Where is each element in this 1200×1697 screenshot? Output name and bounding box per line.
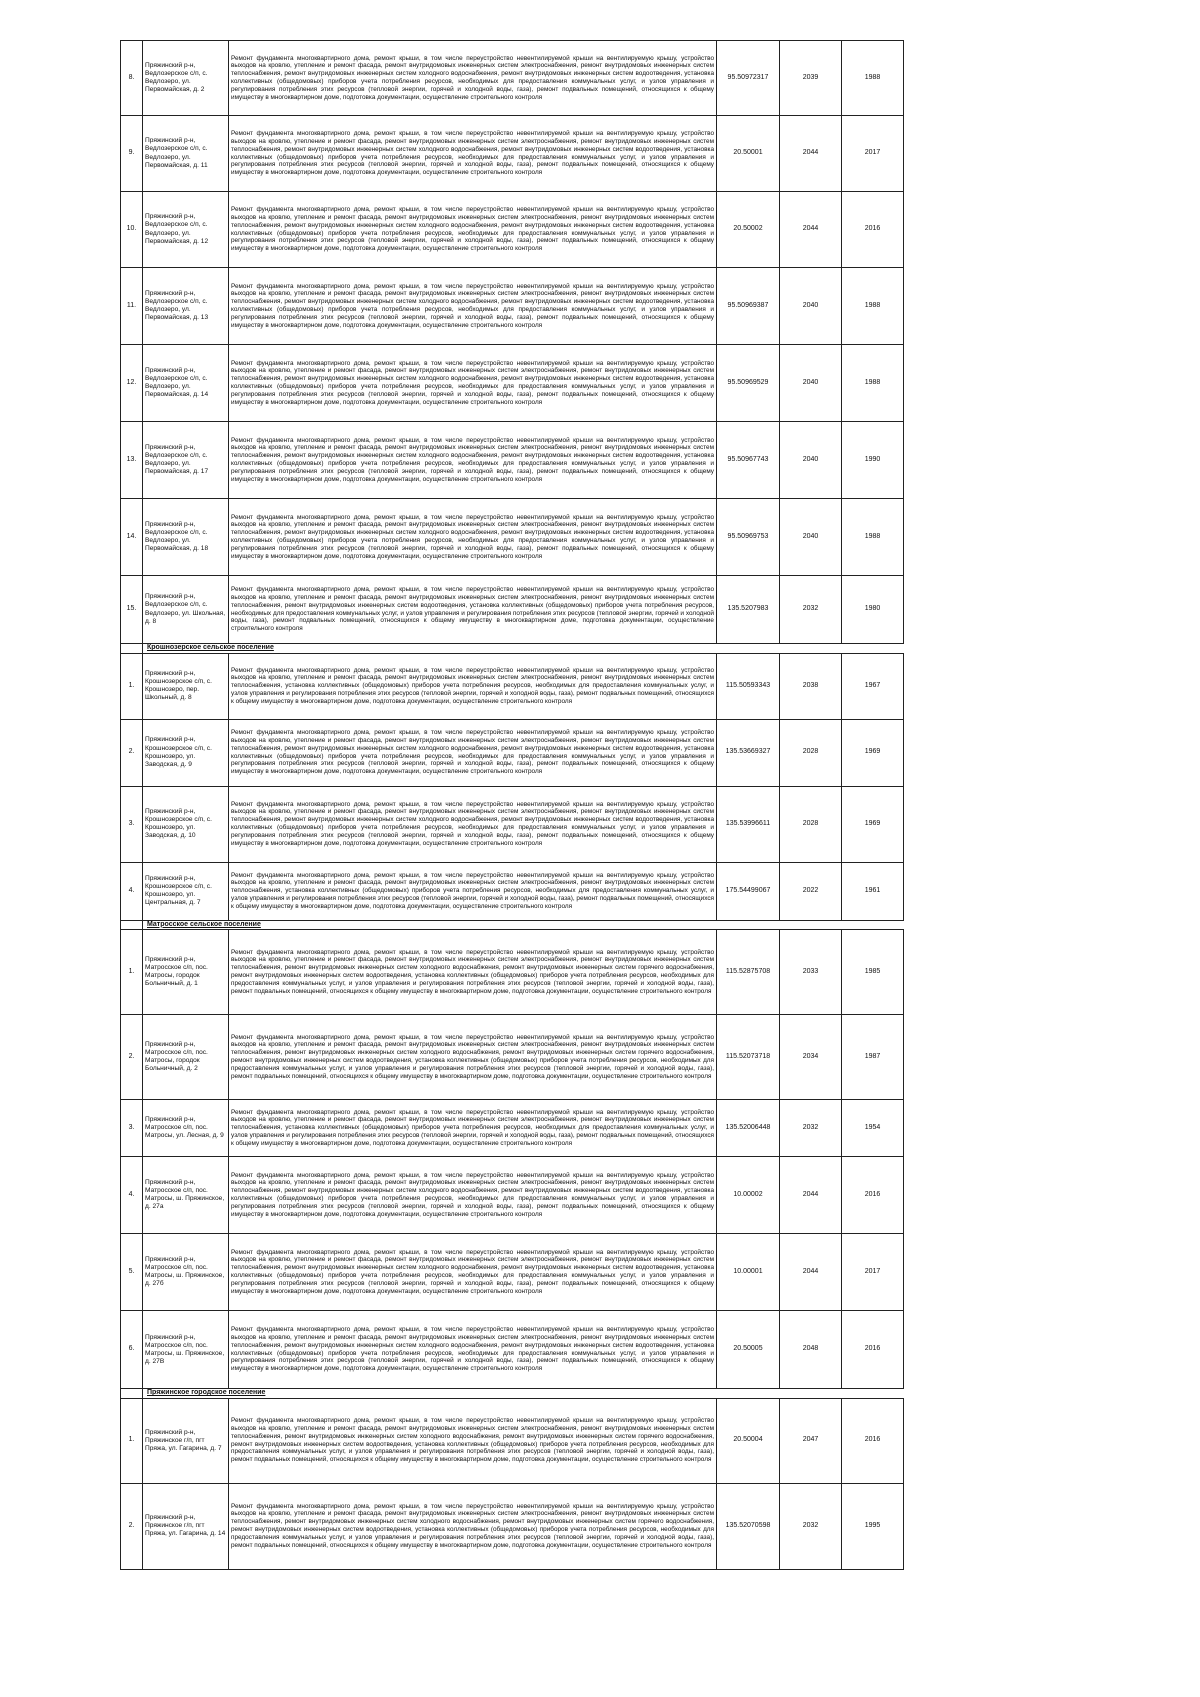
built-year-cell: 1988 [842,499,904,576]
built-year-cell: 1985 [842,930,904,1015]
planned-year-cell: 2038 [780,653,842,719]
table-row [121,576,904,644]
built-year-cell: 2016 [842,192,904,268]
planned-year-cell: 2047 [780,1398,842,1483]
capital-repair-table [120,40,904,1570]
planned-year-cell: 2040 [780,499,842,576]
work-description-cell: Ремонт фундамента многоквартирного дома, ремонт крыши, в том числе переустройство невентилируемой крыши на вентилируемую крышу, устройство выходов на кровлю, утепление и ремонт фасада, ремонт внутридомовых инженерных систем электроснабжения, ремонт внутридомовых инженерных систем теплоснабжения, ремонт внутридомовых инженерных систем холодного водоснабжения, ремонт внутридомовых инженерных систем горячего водоснабжения, ремонт внутридомовых инженерных систем водоотведения, установка коллективных (общедомовых) приборов учета потребления ресурсов, необходимых для предоставления коммунальных услуг, и узлов управления и регулирования потребления этих ресурсов (тепловой энергии, горячей и холодной воды, газа), ремонт подвальных помещений, относящихся к общему имуществу в многоквартирном доме, подготовка документации, осуществление строительного контроля [229,1398,717,1483]
address-cell: Пряжинский р-н, Ведлозерское с/п, с. Ведлозеро, ул. Первомайская, д. 17 [143,422,229,499]
cost-value-cell: 20.50004 [717,1398,780,1483]
cost-value-cell: 135.53669327 [717,719,780,786]
table-row [121,1234,904,1311]
cost-value-cell: 115.52073718 [717,1015,780,1100]
cost-value-cell: 10.00001 [717,1234,780,1311]
address-cell: Пряжинский р-н, Ведлозерское с/п, с. Ведлозеро, ул. Первомайская, д. 14 [143,345,229,422]
planned-year-cell: 2034 [780,1015,842,1100]
address-cell: Пряжинский р-н, Ведлозерское с/п, с. Ведлозеро, ул. Первомайская, д. 18 [143,499,229,576]
planned-year-cell: 2044 [780,192,842,268]
section-header-row [121,644,904,654]
address-cell: Пряжинский р-н, Матросское с/п, пос. Матросы, ул. Лесная, д. 9 [143,1100,229,1157]
built-year-cell: 1988 [842,41,904,116]
address-cell: Пряжинский р-н, Матросское с/п, пос. Матросы, ш. Пряжинское, д. 27б [143,1234,229,1311]
section-spacer [121,920,143,930]
built-year-cell: 2017 [842,116,904,192]
table-row [121,268,904,345]
planned-year-cell: 2033 [780,930,842,1015]
built-year-cell: 1969 [842,786,904,862]
address-cell: Пряжинский р-н, Пряжинское г/п, пгт Пряжа, ул. Гагарина, д. 14 [143,1483,229,1569]
row-number-cell: 2. [121,1483,143,1569]
row-number-cell: 4. [121,862,143,920]
row-number-cell: 8. [121,41,143,116]
cost-value-cell: 95.50969387 [717,268,780,345]
planned-year-cell: 2040 [780,422,842,499]
planned-year-cell: 2040 [780,268,842,345]
work-description-cell: Ремонт фундамента многоквартирного дома, ремонт крыши, в том числе переустройство невентилируемой крыши на вентилируемую крышу, устройство выходов на кровлю, утепление и ремонт фасада, ремонт внутридомовых инженерных систем электроснабжения, ремонт внутридомовых инженерных систем теплоснабжения, ремонт внутридомовых инженерных систем холодного водоснабжения, ремонт внутридомовых инженерных систем водоотведения, установка коллективных (общедомовых) приборов учета потребления ресурсов, необходимых для предоставления коммунальных услуг, и узлов управления и регулирования потребления этих ресурсов (тепловой энергии, горячей и холодной воды, газа), ремонт подвальных помещений, относящихся к общему имуществу в многоквартирном доме, подготовка документации, осуществление строительного контроля [229,786,717,862]
row-number-cell: 3. [121,786,143,862]
cost-value-cell: 20.50002 [717,192,780,268]
section-header-row [121,1389,904,1399]
address-cell: Пряжинский р-н, Крошнозерское с/п, с. Крошнозеро, ул. Заводская, д. 9 [143,719,229,786]
table-row [121,862,904,920]
built-year-cell: 1990 [842,422,904,499]
cost-value-cell: 135.53996611 [717,786,780,862]
address-cell: Пряжинский р-н, Ведлозерское с/п, с. Ведлозеро, ул. Первомайская, д. 2 [143,41,229,116]
cost-value-cell: 10.00002 [717,1157,780,1234]
table-row [121,116,904,192]
planned-year-cell: 2044 [780,116,842,192]
planned-year-cell: 2032 [780,1100,842,1157]
row-number-cell: 14. [121,499,143,576]
planned-year-cell: 2040 [780,345,842,422]
table-row [121,41,904,116]
cost-value-cell: 135.52070598 [717,1483,780,1569]
work-description-cell: Ремонт фундамента многоквартирного дома, ремонт крыши, в том числе переустройство невентилируемой крыши на вентилируемую крышу, устройство выходов на кровлю, утепление и ремонт фасада, ремонт внутридомовых инженерных систем электроснабжения, ремонт внутридомовых инженерных систем теплоснабжения, ремонт внутридомовых инженерных систем водоотведения, установка коллективных (общедомовых) приборов учета потребления ресурсов, необходимых для предоставления коммунальных услуг, и узлов управления и регулирования потребления этих ресурсов (тепловой энергии, горячей и холодной воды, газа), ремонт подвальных помещений, относящихся к общему имуществу в многоквартирном доме, подготовка документации, осуществление строительного контроля [229,576,717,644]
work-description-cell: Ремонт фундамента многоквартирного дома, ремонт крыши, в том числе переустройство невентилируемой крыши на вентилируемую крышу, устройство выходов на кровлю, утепление и ремонт фасада, ремонт внутридомовых инженерных систем электроснабжения, ремонт внутридомовых инженерных систем теплоснабжения, установка коллективных (общедомовых) приборов учета потребления ресурсов, необходимых для предоставления коммунальных услуг, и узлов управления и регулирования потребления этих ресурсов (тепловой энергии, горячей и холодной воды, газа), ремонт подвальных помещений, относящихся к общему имуществу в многоквартирном доме, подготовка документации, осуществление строительного контроля [229,653,717,719]
address-cell: Пряжинский р-н, Матросское с/п, пос. Матросы, ш. Пряжинское, д. 27а [143,1157,229,1234]
built-year-cell: 2017 [842,1234,904,1311]
table-row [121,1015,904,1100]
table-row [121,930,904,1015]
address-cell: Пряжинский р-н, Крошнозерское с/п, с. Крошнозеро, пер. Школьный, д. 8 [143,653,229,719]
built-year-cell: 1987 [842,1015,904,1100]
address-cell: Пряжинский р-н, Матросское с/п, пос. Матросы, городок Больничный, д. 1 [143,930,229,1015]
cost-value-cell: 115.50593343 [717,653,780,719]
cost-value-cell: 175.54499067 [717,862,780,920]
built-year-cell: 2016 [842,1157,904,1234]
row-number-cell: 1. [121,930,143,1015]
built-year-cell: 2016 [842,1311,904,1389]
built-year-cell: 1954 [842,1100,904,1157]
cost-value-cell: 135.52006448 [717,1100,780,1157]
cost-value-cell: 95.50972317 [717,41,780,116]
work-description-cell: Ремонт фундамента многоквартирного дома, ремонт крыши, в том числе переустройство невентилируемой крыши на вентилируемую крышу, устройство выходов на кровлю, утепление и ремонт фасада, ремонт внутридомовых инженерных систем электроснабжения, ремонт внутридомовых инженерных систем теплоснабжения, ремонт внутридомовых инженерных систем холодного водоснабжения, ремонт внутридомовых инженерных систем горячего водоснабжения, ремонт внутридомовых инженерных систем водоотведения, установка коллективных (общедомовых) приборов учета потребления ресурсов, необходимых для предоставления коммунальных услуг, и узлов управления и регулирования потребления этих ресурсов (тепловой энергии, горячей и холодной воды, газа), ремонт подвальных помещений, относящихся к общему имуществу в многоквартирном доме, подготовка документации, осуществление строительного контроля [229,1015,717,1100]
section-spacer [121,1389,143,1399]
work-description-cell: Ремонт фундамента многоквартирного дома, ремонт крыши, в том числе переустройство невентилируемой крыши на вентилируемую крышу, устройство выходов на кровлю, утепление и ремонт фасада, ремонт внутридомовых инженерных систем электроснабжения, ремонт внутридомовых инженерных систем теплоснабжения, установка коллективных (общедомовых) приборов учета потребления ресурсов, необходимых для предоставления коммунальных услуг, и узлов управления и регулирования потребления этих ресурсов (тепловой энергии, горячей и холодной воды, газа), ремонт подвальных помещений, относящихся к общему имуществу в многоквартирном доме, подготовка документации, осуществление строительного контроля [229,1100,717,1157]
address-cell: Пряжинский р-н, Крошнозерское с/п, с. Крошнозеро, ул. Центральная, д. 7 [143,862,229,920]
table-row [121,1398,904,1483]
work-description-cell: Ремонт фундамента многоквартирного дома, ремонт крыши, в том числе переустройство невентилируемой крыши на вентилируемую крышу, устройство выходов на кровлю, утепление и ремонт фасада, ремонт внутридомовых инженерных систем электроснабжения, ремонт внутридомовых инженерных систем теплоснабжения, ремонт внутридомовых инженерных систем холодного водоснабжения, ремонт внутридомовых инженерных систем водоотведения, установка коллективных (общедомовых) приборов учета потребления ресурсов, необходимых для предоставления коммунальных услуг, и узлов управления и регулирования потребления этих ресурсов (тепловой энергии, горячей и холодной воды, газа), ремонт подвальных помещений, относящихся к общему имуществу в многоквартирном доме, подготовка документации, осуществление строительного контроля [229,345,717,422]
planned-year-cell: 2028 [780,786,842,862]
row-number-cell: 2. [121,719,143,786]
work-description-cell: Ремонт фундамента многоквартирного дома, ремонт крыши, в том числе переустройство невентилируемой крыши на вентилируемую крышу, устройство выходов на кровлю, утепление и ремонт фасада, ремонт внутридомовых инженерных систем электроснабжения, ремонт внутридомовых инженерных систем теплоснабжения, ремонт внутридомовых инженерных систем холодного водоснабжения, ремонт внутридомовых инженерных систем водоотведения, установка коллективных (общедомовых) приборов учета потребления ресурсов, необходимых для предоставления коммунальных услуг, и узлов управления и регулирования потребления этих ресурсов (тепловой энергии, горячей и холодной воды, газа), ремонт подвальных помещений, относящихся к общему имуществу в многоквартирном доме, подготовка документации, осуществление строительного контроля [229,499,717,576]
section-header-row [121,920,904,930]
section-title: Пряжинское городское поселение [143,1389,904,1399]
table-row [121,422,904,499]
planned-year-cell: 2028 [780,719,842,786]
row-number-cell: 12. [121,345,143,422]
cost-value-cell: 115.52875708 [717,930,780,1015]
work-description-cell: Ремонт фундамента многоквартирного дома, ремонт крыши, в том числе переустройство невентилируемой крыши на вентилируемую крышу, устройство выходов на кровлю, утепление и ремонт фасада, ремонт внутридомовых инженерных систем электроснабжения, ремонт внутридомовых инженерных систем теплоснабжения, ремонт внутридомовых инженерных систем холодного водоснабжения, ремонт внутридомовых инженерных систем водоотведения, установка коллективных (общедомовых) приборов учета потребления ресурсов, необходимых для предоставления коммунальных услуг, и узлов управления и регулирования потребления этих ресурсов (тепловой энергии, горячей и холодной воды, газа), ремонт подвальных помещений, относящихся к общему имуществу в многоквартирном доме, подготовка документации, осуществление строительного контроля [229,1311,717,1389]
row-number-cell: 15. [121,576,143,644]
row-number-cell: 13. [121,422,143,499]
address-cell: Пряжинский р-н, Пряжинское г/п, пгт Пряжа, ул. Гагарина, д. 7 [143,1398,229,1483]
row-number-cell: 6. [121,1311,143,1389]
table-body [121,41,904,1570]
table-row [121,719,904,786]
work-description-cell: Ремонт фундамента многоквартирного дома, ремонт крыши, в том числе переустройство невентилируемой крыши на вентилируемую крышу, устройство выходов на кровлю, утепление и ремонт фасада, ремонт внутридомовых инженерных систем электроснабжения, ремонт внутридомовых инженерных систем теплоснабжения, ремонт внутридомовых инженерных систем холодного водоснабжения, ремонт внутридомовых инженерных систем водоотведения, установка коллективных (общедомовых) приборов учета потребления ресурсов, необходимых для предоставления коммунальных услуг, и узлов управления и регулирования потребления этих ресурсов (тепловой энергии, горячей и холодной воды, газа), ремонт подвальных помещений, относящихся к общему имуществу в многоквартирном доме, подготовка документации, осуществление строительного контроля [229,268,717,345]
planned-year-cell: 2044 [780,1157,842,1234]
table-row [121,786,904,862]
work-description-cell: Ремонт фундамента многоквартирного дома, ремонт крыши, в том числе переустройство невентилируемой крыши на вентилируемую крышу, устройство выходов на кровлю, утепление и ремонт фасада, ремонт внутридомовых инженерных систем электроснабжения, ремонт внутридомовых инженерных систем теплоснабжения, установка коллективных (общедомовых) приборов учета потребления ресурсов, необходимых для предоставления коммунальных услуг, и узлов управления и регулирования потребления этих ресурсов (тепловой энергии, горячей и холодной воды, газа), ремонт подвальных помещений, относящихся к общему имуществу в многоквартирном доме, подготовка документации, осуществление строительного контроля [229,862,717,920]
table-row [121,1100,904,1157]
table-row [121,1157,904,1234]
built-year-cell: 1980 [842,576,904,644]
work-description-cell: Ремонт фундамента многоквартирного дома, ремонт крыши, в том числе переустройство невентилируемой крыши на вентилируемую крышу, устройство выходов на кровлю, утепление и ремонт фасада, ремонт внутридомовых инженерных систем электроснабжения, ремонт внутридомовых инженерных систем теплоснабжения, ремонт внутридомовых инженерных систем холодного водоснабжения, ремонт внутридомовых инженерных систем водоотведения, установка коллективных (общедомовых) приборов учета потребления ресурсов, необходимых для предоставления коммунальных услуг, и узлов управления и регулирования потребления этих ресурсов (тепловой энергии, горячей и холодной воды, газа), ремонт подвальных помещений, относящихся к общему имуществу в многоквартирном доме, подготовка документации, осуществление строительного контроля [229,41,717,116]
section-title: Матросское сельское поселение [143,920,904,930]
work-description-cell: Ремонт фундамента многоквартирного дома, ремонт крыши, в том числе переустройство невентилируемой крыши на вентилируемую крышу, устройство выходов на кровлю, утепление и ремонт фасада, ремонт внутридомовых инженерных систем электроснабжения, ремонт внутридомовых инженерных систем теплоснабжения, ремонт внутридомовых инженерных систем холодного водоснабжения, ремонт внутридомовых инженерных систем водоотведения, установка коллективных (общедомовых) приборов учета потребления ресурсов, необходимых для предоставления коммунальных услуг, и узлов управления и регулирования потребления этих ресурсов (тепловой энергии, горячей и холодной воды, газа), ремонт подвальных помещений, относящихся к общему имуществу в многоквартирном доме, подготовка документации, осуществление строительного контроля [229,1157,717,1234]
row-number-cell: 2. [121,1015,143,1100]
built-year-cell: 1995 [842,1483,904,1569]
cost-value-cell: 20.50001 [717,116,780,192]
row-number-cell: 9. [121,116,143,192]
built-year-cell: 1961 [842,862,904,920]
planned-year-cell: 2032 [780,1483,842,1569]
address-cell: Пряжинский р-н, Крошнозерское с/п, с. Крошнозеро, ул. Заводская, д. 10 [143,786,229,862]
row-number-cell: 1. [121,653,143,719]
work-description-cell: Ремонт фундамента многоквартирного дома, ремонт крыши, в том числе переустройство невентилируемой крыши на вентилируемую крышу, устройство выходов на кровлю, утепление и ремонт фасада, ремонт внутридомовых инженерных систем электроснабжения, ремонт внутридомовых инженерных систем теплоснабжения, ремонт внутридомовых инженерных систем холодного водоснабжения, ремонт внутридомовых инженерных систем водоотведения, установка коллективных (общедомовых) приборов учета потребления ресурсов, необходимых для предоставления коммунальных услуг, и узлов управления и регулирования потребления этих ресурсов (тепловой энергии, горячей и холодной воды, газа), ремонт подвальных помещений, относящихся к общему имуществу в многоквартирном доме, подготовка документации, осуществление строительного контроля [229,192,717,268]
address-cell: Пряжинский р-н, Матросское с/п, пос. Матросы, ш. Пряжинское, д. 27В [143,1311,229,1389]
address-cell: Пряжинский р-н, Ведлозерское с/п, с. Ведлозеро, ул. Первомайская, д. 13 [143,268,229,345]
row-number-cell: 4. [121,1157,143,1234]
built-year-cell: 1969 [842,719,904,786]
section-spacer [121,644,143,654]
cost-value-cell: 95.50969529 [717,345,780,422]
table-row [121,653,904,719]
work-description-cell: Ремонт фундамента многоквартирного дома, ремонт крыши, в том числе переустройство невентилируемой крыши на вентилируемую крышу, устройство выходов на кровлю, утепление и ремонт фасада, ремонт внутридомовых инженерных систем электроснабжения, ремонт внутридомовых инженерных систем теплоснабжения, ремонт внутридомовых инженерных систем холодного водоснабжения, ремонт внутридомовых инженерных систем горячего водоснабжения, ремонт внутридомовых инженерных систем водоотведения, установка коллективных (общедомовых) приборов учета потребления ресурсов, необходимых для предоставления коммунальных услуг, и узлов управления и регулирования потребления этих ресурсов (тепловой энергии, горячей и холодной воды, газа), ремонт подвальных помещений, относящихся к общему имуществу в многоквартирном доме, подготовка документации, осуществление строительного контроля [229,930,717,1015]
row-number-cell: 3. [121,1100,143,1157]
cost-value-cell: 95.50969753 [717,499,780,576]
cost-value-cell: 135.5207983 [717,576,780,644]
planned-year-cell: 2022 [780,862,842,920]
address-cell: Пряжинский р-н, Ведлозерское с/п, с. Ведлозеро, ул. Первомайская, д. 11 [143,116,229,192]
cost-value-cell: 20.50005 [717,1311,780,1389]
work-description-cell: Ремонт фундамента многоквартирного дома, ремонт крыши, в том числе переустройство невентилируемой крыши на вентилируемую крышу, устройство выходов на кровлю, утепление и ремонт фасада, ремонт внутридомовых инженерных систем электроснабжения, ремонт внутридомовых инженерных систем теплоснабжения, ремонт внутридомовых инженерных систем холодного водоснабжения, ремонт внутридомовых инженерных систем водоотведения, установка коллективных (общедомовых) приборов учета потребления ресурсов, необходимых для предоставления коммунальных услуг, и узлов управления и регулирования потребления этих ресурсов (тепловой энергии, горячей и холодной воды, газа), ремонт подвальных помещений, относящихся к общему имуществу в многоквартирном доме, подготовка документации, осуществление строительного контроля [229,116,717,192]
work-description-cell: Ремонт фундамента многоквартирного дома, ремонт крыши, в том числе переустройство невентилируемой крыши на вентилируемую крышу, устройство выходов на кровлю, утепление и ремонт фасада, ремонт внутридомовых инженерных систем электроснабжения, ремонт внутридомовых инженерных систем теплоснабжения, ремонт внутридомовых инженерных систем холодного водоснабжения, ремонт внутридомовых инженерных систем водоотведения, установка коллективных (общедомовых) приборов учета потребления ресурсов, необходимых для предоставления коммунальных услуг, и узлов управления и регулирования потребления этих ресурсов (тепловой энергии, горячей и холодной воды, газа), ремонт подвальных помещений, относящихся к общему имуществу в многоквартирном доме, подготовка документации, осуществление строительного контроля [229,422,717,499]
table-row [121,499,904,576]
work-description-cell: Ремонт фундамента многоквартирного дома, ремонт крыши, в том числе переустройство невентилируемой крыши на вентилируемую крышу, устройство выходов на кровлю, утепление и ремонт фасада, ремонт внутридомовых инженерных систем электроснабжения, ремонт внутридомовых инженерных систем теплоснабжения, ремонт внутридомовых инженерных систем холодного водоснабжения, ремонт внутридомовых инженерных систем горячего водоснабжения, ремонт внутридомовых инженерных систем водоотведения, установка коллективных (общедомовых) приборов учета потребления ресурсов, необходимых для предоставления коммунальных услуг, и узлов управления и регулирования потребления этих ресурсов (тепловой энергии, горячей и холодной воды, газа), ремонт подвальных помещений, относящихся к общему имуществу в многоквартирном доме, подготовка документации, осуществление строительного контроля [229,1483,717,1569]
planned-year-cell: 2039 [780,41,842,116]
work-description-cell: Ремонт фундамента многоквартирного дома, ремонт крыши, в том числе переустройство невентилируемой крыши на вентилируемую крышу, устройство выходов на кровлю, утепление и ремонт фасада, ремонт внутридомовых инженерных систем электроснабжения, ремонт внутридомовых инженерных систем теплоснабжения, ремонт внутридомовых инженерных систем холодного водоснабжения, ремонт внутридомовых инженерных систем водоотведения, установка коллективных (общедомовых) приборов учета потребления ресурсов, необходимых для предоставления коммунальных услуг, и узлов управления и регулирования потребления этих ресурсов (тепловой энергии, горячей и холодной воды, газа), ремонт подвальных помещений, относящихся к общему имуществу в многоквартирном доме, подготовка документации, осуществление строительного контроля [229,1234,717,1311]
cost-value-cell: 95.50967743 [717,422,780,499]
row-number-cell: 1. [121,1398,143,1483]
built-year-cell: 1988 [842,268,904,345]
address-cell: Пряжинский р-н, Ведлозерское с/п, с. Ведлозеро, ул. Первомайская, д. 12 [143,192,229,268]
planned-year-cell: 2048 [780,1311,842,1389]
address-cell: Пряжинский р-н, Ведлозерское с/п, с. Ведлозеро, ул. Школьная, д. 8 [143,576,229,644]
row-number-cell: 11. [121,268,143,345]
planned-year-cell: 2032 [780,576,842,644]
address-cell: Пряжинский р-н, Матросское с/п, пос. Матросы, городок Больничный, д. 2 [143,1015,229,1100]
built-year-cell: 1967 [842,653,904,719]
table-row [121,1311,904,1389]
planned-year-cell: 2044 [780,1234,842,1311]
work-description-cell: Ремонт фундамента многоквартирного дома, ремонт крыши, в том числе переустройство невентилируемой крыши на вентилируемую крышу, устройство выходов на кровлю, утепление и ремонт фасада, ремонт внутридомовых инженерных систем электроснабжения, ремонт внутридомовых инженерных систем теплоснабжения, ремонт внутридомовых инженерных систем холодного водоснабжения, ремонт внутридомовых инженерных систем водоотведения, установка коллективных (общедомовых) приборов учета потребления ресурсов, необходимых для предоставления коммунальных услуг, и узлов управления и регулирования потребления этих ресурсов (тепловой энергии, горячей и холодной воды, газа), ремонт подвальных помещений, относящихся к общему имуществу в многоквартирном доме, подготовка документации, осуществление строительного контроля [229,719,717,786]
built-year-cell: 1988 [842,345,904,422]
row-number-cell: 5. [121,1234,143,1311]
table-row [121,1483,904,1569]
table-row [121,345,904,422]
table-row [121,192,904,268]
section-title: Крошнозерское сельское поселение [143,644,904,654]
row-number-cell: 10. [121,192,143,268]
built-year-cell: 2016 [842,1398,904,1483]
